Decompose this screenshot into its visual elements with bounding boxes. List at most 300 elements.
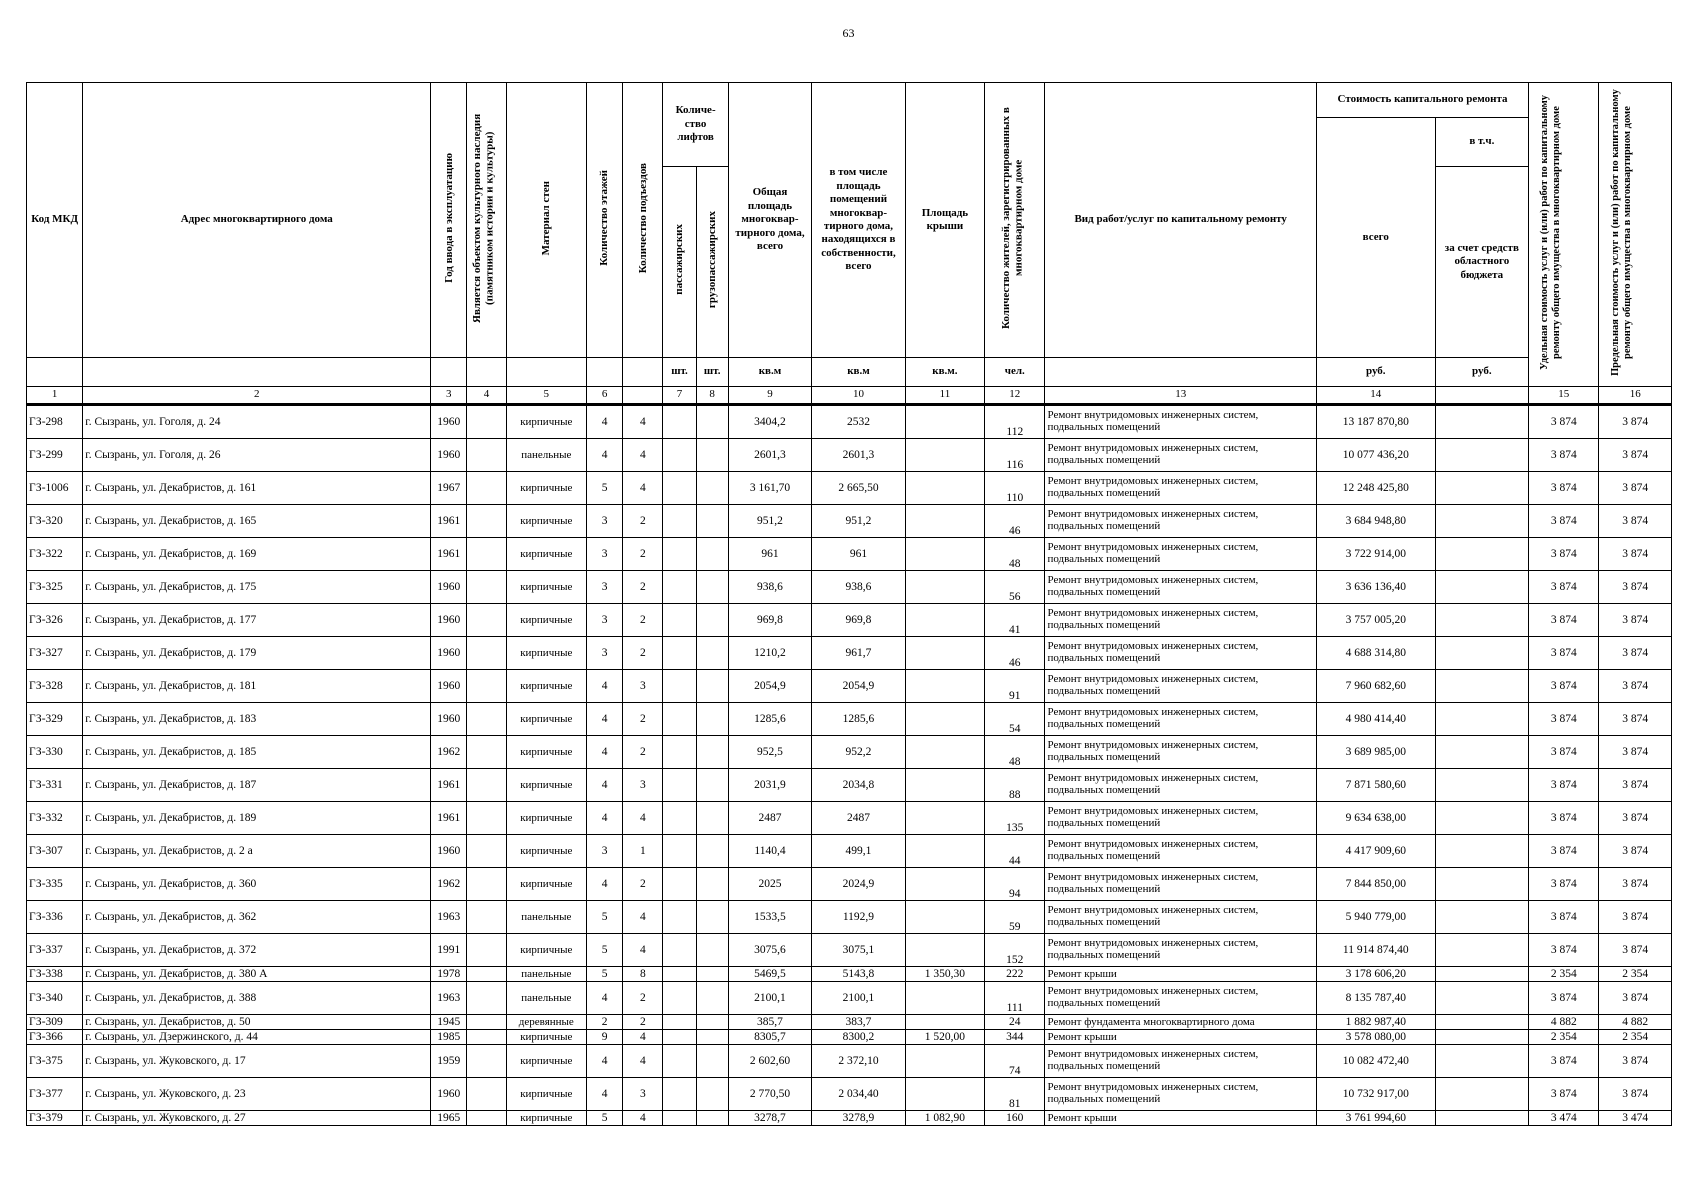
row-owned-area: 2487 bbox=[812, 802, 906, 835]
row-residents: 116 bbox=[985, 439, 1045, 472]
column-number: 15 bbox=[1529, 387, 1599, 405]
row-heritage bbox=[467, 934, 506, 967]
header-lifts-passenger: пассажирских bbox=[663, 167, 696, 358]
row-total-area: 2 770,50 bbox=[728, 1078, 811, 1111]
row-year: 1991 bbox=[431, 934, 467, 967]
row-code: ГЗ-298 bbox=[27, 405, 83, 439]
row-owned-area: 2 665,50 bbox=[812, 472, 906, 505]
row-residents: 222 bbox=[985, 967, 1045, 982]
row-total-area: 3278,7 bbox=[728, 1111, 811, 1126]
row-unit-cost: 2 354 bbox=[1529, 967, 1599, 982]
row-address: г. Сызрань, ул. Декабристов, д. 380 А bbox=[83, 967, 431, 982]
row-max-cost: 3 874 bbox=[1599, 538, 1672, 571]
column-number: 3 bbox=[431, 387, 467, 405]
table-row bbox=[27, 736, 1672, 769]
column-number: 6 bbox=[587, 387, 623, 405]
row-owned-area: 3075,1 bbox=[812, 934, 906, 967]
row-floors: 3 bbox=[587, 835, 623, 868]
row-cost-total: 4 688 314,80 bbox=[1316, 637, 1435, 670]
row-walls: деревянные bbox=[506, 1015, 586, 1030]
row-residents: 59 bbox=[985, 901, 1045, 934]
row-roof-area bbox=[905, 670, 984, 703]
row-address: г. Сызрань, ул. Жуковского, д. 23 bbox=[83, 1078, 431, 1111]
row-owned-area: 952,2 bbox=[812, 736, 906, 769]
row-code: ГЗ-340 bbox=[27, 982, 83, 1015]
row-lifts-passenger bbox=[663, 934, 696, 967]
row-code: ГЗ-338 bbox=[27, 967, 83, 982]
header-address: Адрес многоквартирного дома bbox=[83, 83, 431, 358]
row-max-cost: 3 874 bbox=[1599, 769, 1672, 802]
row-code: ГЗ-307 bbox=[27, 835, 83, 868]
row-work-type: Ремонт внутридомовых инженерных систем, подвальных помещений bbox=[1045, 934, 1316, 967]
row-address: г. Сызрань, ул. Жуковского, д. 17 bbox=[83, 1045, 431, 1078]
row-residents: 135 bbox=[985, 802, 1045, 835]
row-total-area: 8305,7 bbox=[728, 1030, 811, 1045]
row-cost-total: 4 980 414,40 bbox=[1316, 703, 1435, 736]
column-number: 10 bbox=[812, 387, 906, 405]
column-number: 5 bbox=[506, 387, 586, 405]
row-entrances: 4 bbox=[623, 472, 663, 505]
row-cost-total: 10 082 472,40 bbox=[1316, 1045, 1435, 1078]
row-cost-region bbox=[1435, 901, 1529, 934]
row-work-type: Ремонт внутридомовых инженерных систем, подвальных помещений bbox=[1045, 1045, 1316, 1078]
header-year: Год ввода в эксплуатацию bbox=[431, 83, 467, 358]
row-residents: 46 bbox=[985, 637, 1045, 670]
unit-cost-region: руб. bbox=[1435, 358, 1529, 387]
row-entrances: 1 bbox=[623, 835, 663, 868]
row-lifts-cargo bbox=[696, 1111, 728, 1126]
row-cost-total: 7 960 682,60 bbox=[1316, 670, 1435, 703]
row-walls: кирпичные bbox=[506, 802, 586, 835]
table-row bbox=[27, 802, 1672, 835]
row-owned-area: 8300,2 bbox=[812, 1030, 906, 1045]
row-year: 1978 bbox=[431, 967, 467, 982]
row-work-type: Ремонт внутридомовых инженерных систем, подвальных помещений bbox=[1045, 670, 1316, 703]
row-max-cost: 3 874 bbox=[1599, 736, 1672, 769]
row-walls: кирпичные bbox=[506, 1030, 586, 1045]
row-lifts-cargo bbox=[696, 439, 728, 472]
row-heritage bbox=[467, 835, 506, 868]
row-heritage bbox=[467, 670, 506, 703]
table-row bbox=[27, 604, 1672, 637]
row-code: ГЗ-322 bbox=[27, 538, 83, 571]
row-code: ГЗ-331 bbox=[27, 769, 83, 802]
row-entrances: 4 bbox=[623, 1045, 663, 1078]
column-number: 12 bbox=[985, 387, 1045, 405]
row-owned-area: 961,7 bbox=[812, 637, 906, 670]
row-owned-area: 961 bbox=[812, 538, 906, 571]
header-max-cost: Предельная стоимость услуг и (или) работ по капитальному ремонту общего имущества в многоквартирном доме bbox=[1599, 83, 1672, 387]
row-lifts-cargo bbox=[696, 405, 728, 439]
header-code: Код МКД bbox=[27, 83, 83, 358]
row-lifts-cargo bbox=[696, 1045, 728, 1078]
row-cost-region bbox=[1435, 1030, 1529, 1045]
row-entrances: 4 bbox=[623, 901, 663, 934]
row-owned-area: 5143,8 bbox=[812, 967, 906, 982]
row-entrances: 2 bbox=[623, 703, 663, 736]
row-walls: кирпичные bbox=[506, 637, 586, 670]
row-entrances: 4 bbox=[623, 405, 663, 439]
row-unit-cost: 3 874 bbox=[1529, 934, 1599, 967]
row-unit-cost: 4 882 bbox=[1529, 1015, 1599, 1030]
row-lifts-passenger bbox=[663, 802, 696, 835]
row-lifts-cargo bbox=[696, 769, 728, 802]
row-entrances: 4 bbox=[623, 1030, 663, 1045]
row-residents: 152 bbox=[985, 934, 1045, 967]
row-max-cost: 3 874 bbox=[1599, 571, 1672, 604]
table-row bbox=[27, 1045, 1672, 1078]
row-owned-area: 2601,3 bbox=[812, 439, 906, 472]
row-entrances: 3 bbox=[623, 769, 663, 802]
row-owned-area: 1192,9 bbox=[812, 901, 906, 934]
row-entrances: 4 bbox=[623, 1111, 663, 1126]
row-year: 1967 bbox=[431, 472, 467, 505]
row-lifts-passenger bbox=[663, 1111, 696, 1126]
row-cost-region bbox=[1435, 571, 1529, 604]
row-floors: 4 bbox=[587, 769, 623, 802]
repair-register-table bbox=[26, 82, 1672, 1126]
row-heritage bbox=[467, 769, 506, 802]
row-total-area: 1140,4 bbox=[728, 835, 811, 868]
row-code: ГЗ-328 bbox=[27, 670, 83, 703]
row-residents: 48 bbox=[985, 736, 1045, 769]
row-year: 1960 bbox=[431, 604, 467, 637]
column-number: 1 bbox=[27, 387, 83, 405]
row-total-area: 5469,5 bbox=[728, 967, 811, 982]
row-work-type: Ремонт крыши bbox=[1045, 1030, 1316, 1045]
row-unit-cost: 3 874 bbox=[1529, 736, 1599, 769]
row-work-type: Ремонт внутридомовых инженерных систем, подвальных помещений bbox=[1045, 736, 1316, 769]
row-work-type: Ремонт внутридомовых инженерных систем, подвальных помещений bbox=[1045, 1078, 1316, 1111]
row-unit-cost: 3 874 bbox=[1529, 835, 1599, 868]
row-cost-region bbox=[1435, 637, 1529, 670]
row-unit-cost: 3 874 bbox=[1529, 1045, 1599, 1078]
table-row bbox=[27, 405, 1672, 439]
row-cost-region bbox=[1435, 982, 1529, 1015]
row-unit-cost: 3 874 bbox=[1529, 868, 1599, 901]
row-work-type: Ремонт внутридомовых инженерных систем, подвальных помещений bbox=[1045, 982, 1316, 1015]
row-year: 1985 bbox=[431, 1030, 467, 1045]
column-number: 8 bbox=[696, 387, 728, 405]
row-lifts-passenger bbox=[663, 967, 696, 982]
header-work-type: Вид работ/услуг по капитальному ремонту bbox=[1045, 83, 1316, 358]
row-entrances: 4 bbox=[623, 934, 663, 967]
row-floors: 4 bbox=[587, 982, 623, 1015]
row-year: 1961 bbox=[431, 769, 467, 802]
row-unit-cost: 3 874 bbox=[1529, 802, 1599, 835]
row-owned-area: 2024,9 bbox=[812, 868, 906, 901]
row-cost-region bbox=[1435, 405, 1529, 439]
row-heritage bbox=[467, 505, 506, 538]
row-year: 1960 bbox=[431, 571, 467, 604]
row-address: г. Сызрань, ул. Декабристов, д. 179 bbox=[83, 637, 431, 670]
row-work-type: Ремонт крыши bbox=[1045, 1111, 1316, 1126]
row-lifts-passenger bbox=[663, 769, 696, 802]
row-address: г. Сызрань, ул. Декабристов, д. 388 bbox=[83, 982, 431, 1015]
row-cost-region bbox=[1435, 538, 1529, 571]
row-address: г. Сызрань, ул. Декабристов, д. 183 bbox=[83, 703, 431, 736]
row-cost-total: 10 077 436,20 bbox=[1316, 439, 1435, 472]
row-total-area: 951,2 bbox=[728, 505, 811, 538]
row-floors: 5 bbox=[587, 967, 623, 982]
row-cost-region bbox=[1435, 934, 1529, 967]
row-walls: кирпичные bbox=[506, 472, 586, 505]
row-residents: 56 bbox=[985, 571, 1045, 604]
row-lifts-passenger bbox=[663, 1078, 696, 1111]
row-work-type: Ремонт внутридомовых инженерных систем, подвальных помещений bbox=[1045, 439, 1316, 472]
row-total-area: 969,8 bbox=[728, 604, 811, 637]
row-walls: кирпичные bbox=[506, 1045, 586, 1078]
row-total-area: 3 161,70 bbox=[728, 472, 811, 505]
column-number: 7 bbox=[663, 387, 696, 405]
row-work-type: Ремонт внутридомовых инженерных систем, подвальных помещений bbox=[1045, 769, 1316, 802]
table-row bbox=[27, 1078, 1672, 1111]
row-lifts-passenger bbox=[663, 982, 696, 1015]
table-row bbox=[27, 637, 1672, 670]
row-cost-total: 7 871 580,60 bbox=[1316, 769, 1435, 802]
row-owned-area: 2 372,10 bbox=[812, 1045, 906, 1078]
row-floors: 5 bbox=[587, 934, 623, 967]
row-cost-total: 9 634 638,00 bbox=[1316, 802, 1435, 835]
row-address: г. Сызрань, ул. Декабристов, д. 175 bbox=[83, 571, 431, 604]
row-residents: 160 bbox=[985, 1111, 1045, 1126]
header-cost: Стоимость капитального ремонта bbox=[1316, 83, 1528, 118]
column-number-blank bbox=[623, 387, 663, 405]
row-lifts-cargo bbox=[696, 835, 728, 868]
row-total-area: 2054,9 bbox=[728, 670, 811, 703]
row-code: ГЗ-299 bbox=[27, 439, 83, 472]
row-lifts-passenger bbox=[663, 439, 696, 472]
header-entrances: Количество подъездов bbox=[623, 83, 663, 358]
table-body bbox=[27, 405, 1672, 1126]
row-year: 1960 bbox=[431, 835, 467, 868]
row-walls: панельные bbox=[506, 982, 586, 1015]
row-residents: 74 bbox=[985, 1045, 1045, 1078]
row-heritage bbox=[467, 802, 506, 835]
row-lifts-cargo bbox=[696, 571, 728, 604]
row-roof-area bbox=[905, 538, 984, 571]
row-floors: 2 bbox=[587, 1015, 623, 1030]
row-cost-region bbox=[1435, 835, 1529, 868]
table-row bbox=[27, 538, 1672, 571]
row-code: ГЗ-325 bbox=[27, 571, 83, 604]
row-cost-region bbox=[1435, 967, 1529, 982]
row-lifts-cargo bbox=[696, 538, 728, 571]
row-lifts-passenger bbox=[663, 1045, 696, 1078]
row-max-cost: 3 874 bbox=[1599, 637, 1672, 670]
row-entrances: 4 bbox=[623, 439, 663, 472]
table-row bbox=[27, 472, 1672, 505]
row-cost-total: 11 914 874,40 bbox=[1316, 934, 1435, 967]
row-year: 1960 bbox=[431, 1078, 467, 1111]
row-address: г. Сызрань, ул. Декабристов, д. 2 а bbox=[83, 835, 431, 868]
row-cost-total: 3 636 136,40 bbox=[1316, 571, 1435, 604]
row-total-area: 1210,2 bbox=[728, 637, 811, 670]
row-cost-region bbox=[1435, 868, 1529, 901]
column-number: 2 bbox=[83, 387, 431, 405]
row-max-cost: 3 874 bbox=[1599, 868, 1672, 901]
row-owned-area: 3278,9 bbox=[812, 1111, 906, 1126]
row-cost-total: 4 417 909,60 bbox=[1316, 835, 1435, 868]
row-cost-total: 8 135 787,40 bbox=[1316, 982, 1435, 1015]
row-entrances: 3 bbox=[623, 1078, 663, 1111]
table-row bbox=[27, 769, 1672, 802]
row-lifts-cargo bbox=[696, 736, 728, 769]
row-roof-area bbox=[905, 1015, 984, 1030]
row-heritage bbox=[467, 967, 506, 982]
row-year: 1961 bbox=[431, 802, 467, 835]
column-number-blank bbox=[1435, 387, 1529, 405]
row-lifts-passenger bbox=[663, 901, 696, 934]
row-floors: 4 bbox=[587, 736, 623, 769]
row-unit-cost: 3 874 bbox=[1529, 405, 1599, 439]
header-floors: Количество этажей bbox=[587, 83, 623, 358]
row-floors: 4 bbox=[587, 405, 623, 439]
row-walls: панельные bbox=[506, 439, 586, 472]
row-year: 1962 bbox=[431, 736, 467, 769]
row-owned-area: 2100,1 bbox=[812, 982, 906, 1015]
row-max-cost: 3 874 bbox=[1599, 802, 1672, 835]
row-owned-area: 2034,8 bbox=[812, 769, 906, 802]
row-year: 1960 bbox=[431, 637, 467, 670]
row-unit-cost: 3 874 bbox=[1529, 901, 1599, 934]
row-year: 1945 bbox=[431, 1015, 467, 1030]
row-residents: 91 bbox=[985, 670, 1045, 703]
row-heritage bbox=[467, 982, 506, 1015]
row-cost-total: 3 684 948,80 bbox=[1316, 505, 1435, 538]
row-unit-cost: 3 874 bbox=[1529, 538, 1599, 571]
table-row bbox=[27, 703, 1672, 736]
row-floors: 5 bbox=[587, 472, 623, 505]
row-unit-cost: 3 874 bbox=[1529, 1078, 1599, 1111]
row-work-type: Ремонт крыши bbox=[1045, 967, 1316, 982]
row-address: г. Сызрань, ул. Декабристов, д. 187 bbox=[83, 769, 431, 802]
row-floors: 4 bbox=[587, 1045, 623, 1078]
row-lifts-cargo bbox=[696, 703, 728, 736]
table-row bbox=[27, 505, 1672, 538]
header-heritage: Является объектом культурного наследия (памятником истории и культуры) bbox=[467, 83, 506, 358]
row-total-area: 2601,3 bbox=[728, 439, 811, 472]
row-cost-region bbox=[1435, 472, 1529, 505]
row-cost-region bbox=[1435, 1045, 1529, 1078]
row-roof-area bbox=[905, 472, 984, 505]
row-residents: 48 bbox=[985, 538, 1045, 571]
row-address: г. Сызрань, ул. Гоголя, д. 26 bbox=[83, 439, 431, 472]
row-heritage bbox=[467, 571, 506, 604]
row-year: 1961 bbox=[431, 505, 467, 538]
row-code: ГЗ-335 bbox=[27, 868, 83, 901]
row-roof-area: 1 520,00 bbox=[905, 1030, 984, 1045]
table-row bbox=[27, 868, 1672, 901]
row-floors: 5 bbox=[587, 901, 623, 934]
row-walls: кирпичные bbox=[506, 571, 586, 604]
row-code: ГЗ-377 bbox=[27, 1078, 83, 1111]
column-number: 13 bbox=[1045, 387, 1316, 405]
unit-total-area: кв.м bbox=[728, 358, 811, 387]
row-owned-area: 938,6 bbox=[812, 571, 906, 604]
column-number: 4 bbox=[467, 387, 506, 405]
row-unit-cost: 3 874 bbox=[1529, 472, 1599, 505]
column-number: 9 bbox=[728, 387, 811, 405]
row-lifts-cargo bbox=[696, 967, 728, 982]
row-lifts-passenger bbox=[663, 538, 696, 571]
unit-owned-area: кв.м bbox=[812, 358, 906, 387]
row-year: 1963 bbox=[431, 982, 467, 1015]
row-address: г. Сызрань, ул. Декабристов, д. 169 bbox=[83, 538, 431, 571]
row-floors: 5 bbox=[587, 1111, 623, 1126]
row-residents: 344 bbox=[985, 1030, 1045, 1045]
table-row bbox=[27, 835, 1672, 868]
row-lifts-cargo bbox=[696, 1078, 728, 1111]
row-unit-cost: 3 874 bbox=[1529, 982, 1599, 1015]
row-entrances: 2 bbox=[623, 868, 663, 901]
row-roof-area bbox=[905, 769, 984, 802]
header-unit-cost: Удельная стоимость услуг и (или) работ по капитальному ремонту общего имущества в многоквартирном доме bbox=[1529, 83, 1599, 387]
row-walls: кирпичные bbox=[506, 835, 586, 868]
unit-lifts-cargo: шт. bbox=[696, 358, 728, 387]
header-cost-total: всего bbox=[1316, 118, 1435, 358]
row-floors: 4 bbox=[587, 802, 623, 835]
row-cost-region bbox=[1435, 736, 1529, 769]
row-lifts-passenger bbox=[663, 1030, 696, 1045]
row-unit-cost: 3 874 bbox=[1529, 571, 1599, 604]
row-max-cost: 3 874 bbox=[1599, 982, 1672, 1015]
row-cost-region bbox=[1435, 505, 1529, 538]
header-lifts-cargo: грузопассажирских bbox=[696, 167, 728, 358]
row-residents: 88 bbox=[985, 769, 1045, 802]
column-number: 14 bbox=[1316, 387, 1435, 405]
row-cost-total: 10 732 917,00 bbox=[1316, 1078, 1435, 1111]
row-work-type: Ремонт внутридомовых инженерных систем, подвальных помещений bbox=[1045, 835, 1316, 868]
row-year: 1960 bbox=[431, 439, 467, 472]
row-owned-area: 499,1 bbox=[812, 835, 906, 868]
row-lifts-passenger bbox=[663, 472, 696, 505]
row-lifts-cargo bbox=[696, 901, 728, 934]
row-lifts-passenger bbox=[663, 571, 696, 604]
row-work-type: Ремонт внутридомовых инженерных систем, подвальных помещений bbox=[1045, 505, 1316, 538]
row-residents: 111 bbox=[985, 982, 1045, 1015]
header-residents: Количество жителей, зарегистрированных в многоквартирном доме bbox=[985, 83, 1045, 358]
table-row bbox=[27, 571, 1672, 604]
table-row bbox=[27, 670, 1672, 703]
row-max-cost: 3 874 bbox=[1599, 604, 1672, 637]
row-address: г. Сызрань, ул. Гоголя, д. 24 bbox=[83, 405, 431, 439]
row-lifts-passenger bbox=[663, 405, 696, 439]
unit-lifts-passenger: шт. bbox=[663, 358, 696, 387]
row-lifts-cargo bbox=[696, 670, 728, 703]
row-entrances: 2 bbox=[623, 571, 663, 604]
row-owned-area: 1285,6 bbox=[812, 703, 906, 736]
row-unit-cost: 3 874 bbox=[1529, 637, 1599, 670]
row-roof-area: 1 082,90 bbox=[905, 1111, 984, 1126]
row-walls: кирпичные bbox=[506, 769, 586, 802]
row-total-area: 961 bbox=[728, 538, 811, 571]
row-cost-region bbox=[1435, 1078, 1529, 1111]
row-work-type: Ремонт внутридомовых инженерных систем, подвальных помещений bbox=[1045, 637, 1316, 670]
row-cost-region bbox=[1435, 769, 1529, 802]
row-roof-area bbox=[905, 1045, 984, 1078]
header-walls: Материал стен bbox=[506, 83, 586, 358]
row-walls: кирпичные bbox=[506, 670, 586, 703]
row-year: 1959 bbox=[431, 1045, 467, 1078]
row-lifts-cargo bbox=[696, 637, 728, 670]
row-lifts-cargo bbox=[696, 472, 728, 505]
row-walls: кирпичные bbox=[506, 1111, 586, 1126]
row-code: ГЗ-320 bbox=[27, 505, 83, 538]
row-roof-area bbox=[905, 505, 984, 538]
row-roof-area bbox=[905, 802, 984, 835]
row-heritage bbox=[467, 1111, 506, 1126]
